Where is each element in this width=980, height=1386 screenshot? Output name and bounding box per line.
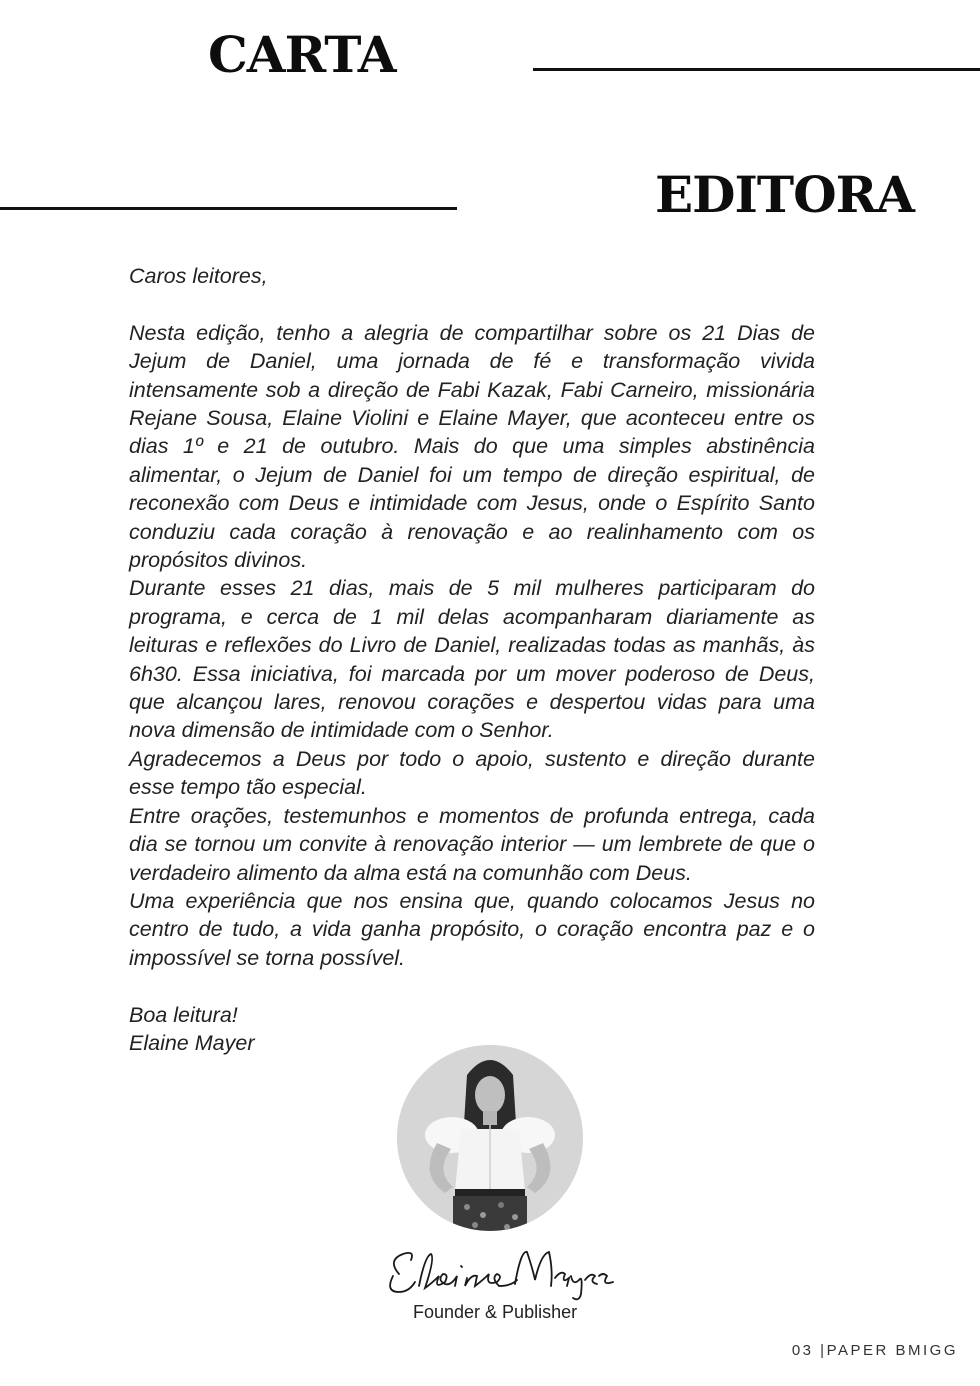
letter-paragraph: Agradecemos a Deus por todo o apoio, sustento e direção durante esse tempo tão especial. (129, 746, 815, 800)
signature-role: Founder & Publisher (413, 1302, 578, 1322)
header-rule-top (533, 68, 980, 71)
handwritten-signature (385, 1240, 615, 1306)
letter-paragraph: Uma experiência que nos ensina que, quando colocamos Jesus no centro de tudo, a vida ganha propósito, o coração encontra paz e o impossível se torna possível. (129, 888, 815, 970)
letter-paragraph: Nesta edição, tenho a alegria de compartilhar sobre os 21 Dias de Jejum de Daniel, uma jornada de fé e transformação vivida intensamente sob a direção de Fabi Kazak, Fabi Carneiro, missionária Rejane Sousa, Elaine Violini e Elaine Mayer, que aconteceu entre os dias 1º e 21 de outubro. Mais do que uma simples abstinência alimentar, o Jejum de Daniel foi um tempo de direção espiritual, de reconexão com Deus e intimidade com Jesus, onde o Espírito Santo conduziu cada coração à renovação e ao realinhamento com os propósitos divinos. (129, 320, 815, 573)
title-carta: CARTA (208, 25, 396, 84)
letter-paragraph: Entre orações, testemunhos e momentos de profunda entrega, cada dia se tornou um convite à renovação interior — um lembrete de que o verdadeiro alimento da alma está na comunhão com Deus. (129, 803, 815, 885)
editor-letter (129, 262, 815, 1057)
author-name: Elaine Mayer (129, 1030, 255, 1055)
page-footer: 03 |PAPER BMIGG (791, 1342, 958, 1359)
header-rule-bottom (0, 207, 457, 210)
author-photo (397, 1045, 583, 1231)
letter-paragraph: Durante esses 21 dias, mais de 5 mil mulheres participaram do programa, e cerca de 1 mil delas acompanharam diariamente as leituras e reflexões do Livro de Daniel, realizadas todas as manhãs, às 6h30. Essa iniciativa, foi marcada por um mover poderoso de Deus, que alcançou lares, renovou corações e despertou vidas para uma nova dimensão de intimidade com o Senhor. (129, 576, 815, 743)
closing-line: Boa leitura! (129, 1002, 238, 1027)
title-editora: EDITORA (655, 165, 914, 224)
author-portrait-image (397, 1045, 583, 1231)
letter-greeting: Caros leitores, (129, 264, 268, 288)
